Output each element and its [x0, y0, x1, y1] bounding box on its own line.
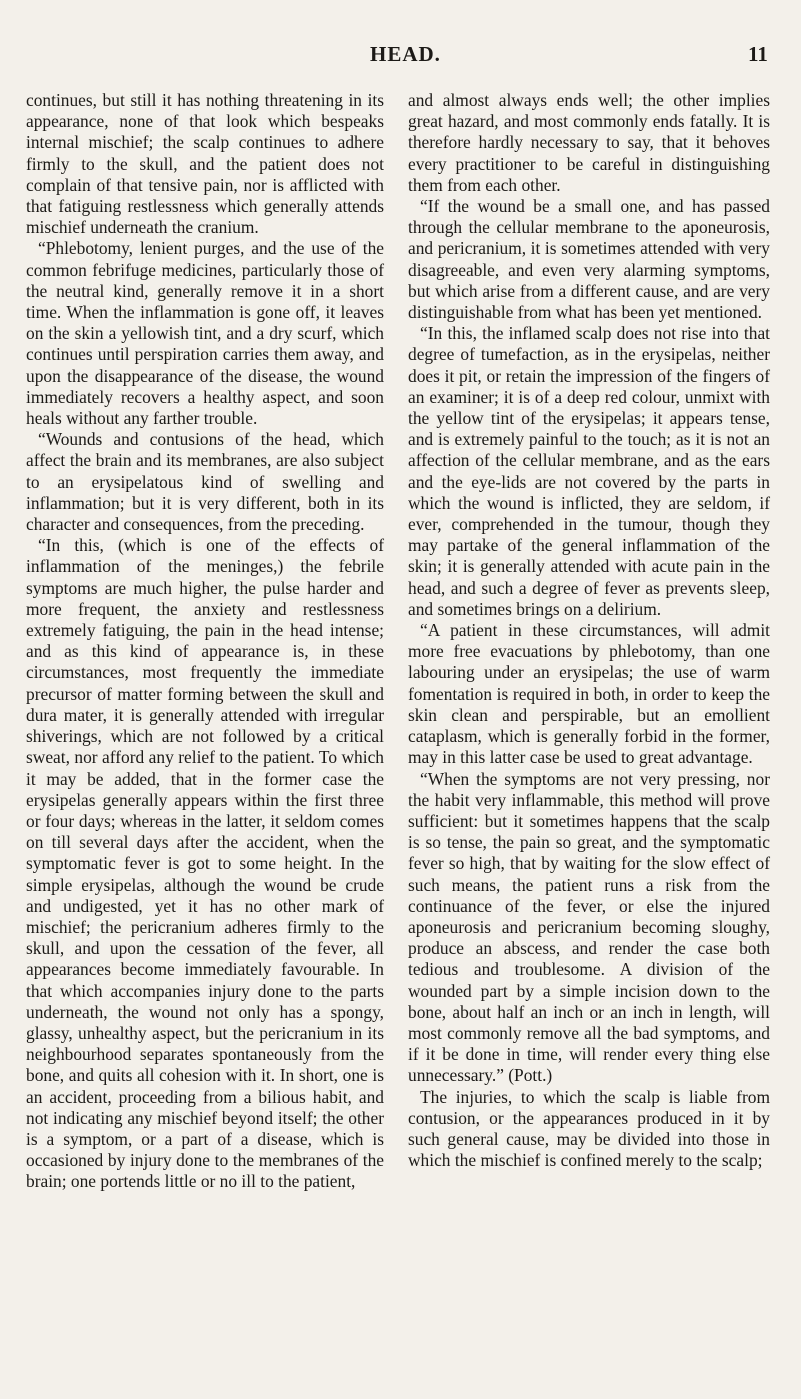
paragraph: The injuries, to which the scalp is liable from contusion, or the appearances produced in it by such general cause, may be divided into those in which the mischief is confined merely to the scalp; [408, 1086, 770, 1171]
paragraph: continues, but still it has nothing threatening in its appearance, none of that look which bespeaks internal mischief; the scalp continues to adhere firmly to the skull, and the patient does not complain of that tensive pain, nor is afflicted with that fatiguing restlessness which generally attends mischief underneath the cranium. [26, 90, 384, 238]
paragraph: “When the symptoms are not very pressing, nor the habit very inflammable, this method will prove sufficient: but it sometimes happens that the scalp is so tense, the pain so great, and the symptomatic fever so high, that by waiting for the slow effect of such means, the patient runs a risk from the continuance of the fever, or else the injured aponeurosis and pericranium becoming sloughy, produce an abscess, and render the case both tedious and troublesome. A division of the wounded part by a simple incision down to the bone, about half an inch or an inch in length, will most commonly remove all the bad symptoms, and if it be done in time, will render every thing else unnecessary.” (Pott.) [408, 768, 770, 1086]
paragraph: “In this, (which is one of the effects of inflammation of the meninges,) the febrile symptoms are much higher, the pulse harder and more frequent, the anxiety and restlessness extremely fatiguing, the pain in the head intense; and as this kind of appearance is, in these circumstances, most frequently the immediate precursor of matter forming between the skull and dura mater, it is generally attended with irregular shiverings, which are not followed by a critical sweat, nor afford any relief to the patient. To which it may be added, that in the former case the erysipelas generally appears within the first three or four days; whereas in the latter, it seldom comes on till several days after the accident, when the symptomatic fever is got to some height. In the simple erysipelas, although the wound be crude and undigested, yet it has no other mark of mischief; the pericranium adheres firmly to the skull, and upon the cessation of the fever, all appearances become immediately favourable. In that which accompanies injury done to the parts underneath, the wound not only has a spongy, glassy, unhealthy aspect, but the pericranium in its neighbourhood separates spontaneously from the bone, and quits all cohesion with it. In short, one is an accident, proceeding from a bilious habit, and not indicating any mischief beyond itself; the other is a symptom, or a part of a disease, which is occasioned by injury done to the membranes of the brain; one portends little or no ill to the patient, [26, 535, 384, 1192]
paragraph: “A patient in these circumstances, will admit more free evacuations by phlebotomy, than one labouring under an erysipelas; the use of warm fomentation is required in both, in order to keep the skin clean and perspirable, but an emollient cataplasm, which is generally forbid in the former, may in this latter case be used to great advantage. [408, 620, 770, 768]
left-column [26, 90, 384, 1193]
running-head: HEAD. [370, 42, 441, 66]
paragraph: “Phlebotomy, lenient purges, and the use of the common febrifuge medicines, particularly those of the neutral kind, generally remove it in a short time. When the inflammation is gone off, it leaves on the skin a yellowish tint, and a dry scurf, which continues until perspiration carries them away, and upon the disappearance of the disease, the wound immediately recovers a healthy aspect, and soon heals without any farther trouble. [26, 238, 384, 429]
paragraph: “If the wound be a small one, and has passed through the cellular membrane to the aponeurosis, and pericranium, it is sometimes attended with very disagreeable, and even very alarming symptoms, but which arise from a different cause, and are very distinguishable from what has been yet mentioned. [408, 196, 770, 323]
right-column [408, 90, 770, 1171]
paragraph: “Wounds and contusions of the head, which affect the brain and its membranes, are also subject to an erysipelatous kind of swelling and inflammation; but it is very different, both in its character and consequences, from the preceding. [26, 429, 384, 535]
page-number: 11 [748, 42, 768, 66]
paragraph: and almost always ends well; the other implies great hazard, and most commonly ends fatally. It is therefore hardly necessary to say, that it behoves every practitioner to be careful in distinguishing them from each other. [408, 90, 770, 195]
page-header [0, 42, 801, 82]
paragraph: “In this, the inflamed scalp does not rise into that degree of tumefaction, as in the erysipelas, neither does it pit, or retain the impression of the fingers of an examiner; it is of a deep red colour, unmixt with the yellow tint of the erysipelas; it appears tense, and is extremely painful to the touch; as it is not an affection of the cellular membrane, and as the ears and the eye-lids are not covered by the parts in which the wound is inflicted, they are seldom, if ever, comprehended in the tumour, though they may partake of the general inflammation of the skin; it is generally attended with acute pain in the head, and such a degree of fever as prevents sleep, and sometimes brings on a delirium. [408, 323, 770, 619]
